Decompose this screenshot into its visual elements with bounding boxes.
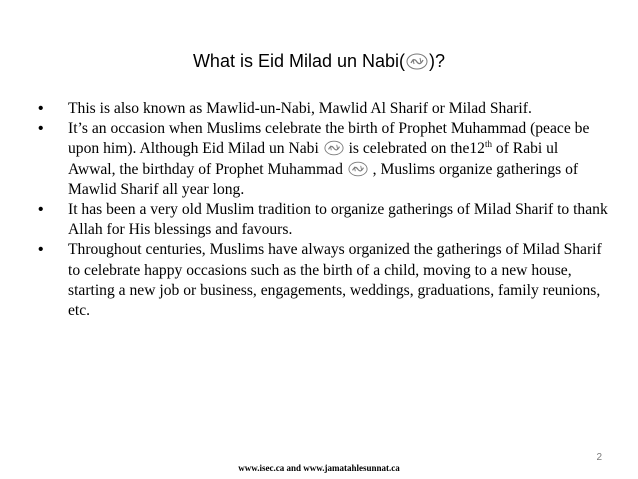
- bullet-text: This is also known as Mawlid-un-Nabi, Mawlid Al Sharif or Milad Sharif.: [68, 100, 532, 117]
- title-text-after: )?: [429, 51, 446, 71]
- salawat-calligraphy-icon: [406, 53, 428, 70]
- slide-title: [0, 50, 638, 72]
- bullet-item: [38, 119, 608, 200]
- ordinal-suffix: th: [484, 139, 492, 150]
- bullet-text: It has been a very old Muslim tradition to organize gatherings of Milad Sharif to thank Allah for His blessings and favours.: [68, 201, 608, 239]
- salawat-calligraphy-icon: [348, 161, 368, 177]
- salawat-calligraphy-icon: [324, 140, 344, 156]
- bullet-text-part: is celebrated on the12: [344, 140, 485, 158]
- bullet-item: [38, 200, 608, 240]
- bullet-text-part: of Rabi ul Awwal, the birthday of Prophet Muhammad: [68, 140, 559, 178]
- page-number: 2: [596, 452, 602, 463]
- bullet-item: [38, 240, 608, 321]
- bullet-text: Throughout centuries, Muslims have always organized the gatherings of Milad Sharif to celebrate happy occasions such as the birth of a child, moving to a new house, starting a new job or business, engagements, weddings, graduations, family reunions, etc.: [68, 241, 602, 320]
- footer-websites: www.isec.ca and www.jamatahlesunnat.ca: [238, 463, 400, 473]
- bullet-text-part: It’s an occasion when Muslims celebrate the birth of Prophet Muhammad (peace be upon him). Although Eid Milad un Nabi: [68, 120, 590, 158]
- bullet-list: [38, 99, 608, 321]
- bullet-text-part: , Muslims organize gatherings of Mawlid Sharif all year long.: [68, 160, 579, 198]
- bullet-item: [38, 99, 608, 119]
- title-text-before: What is Eid Milad un Nabi(: [192, 51, 406, 71]
